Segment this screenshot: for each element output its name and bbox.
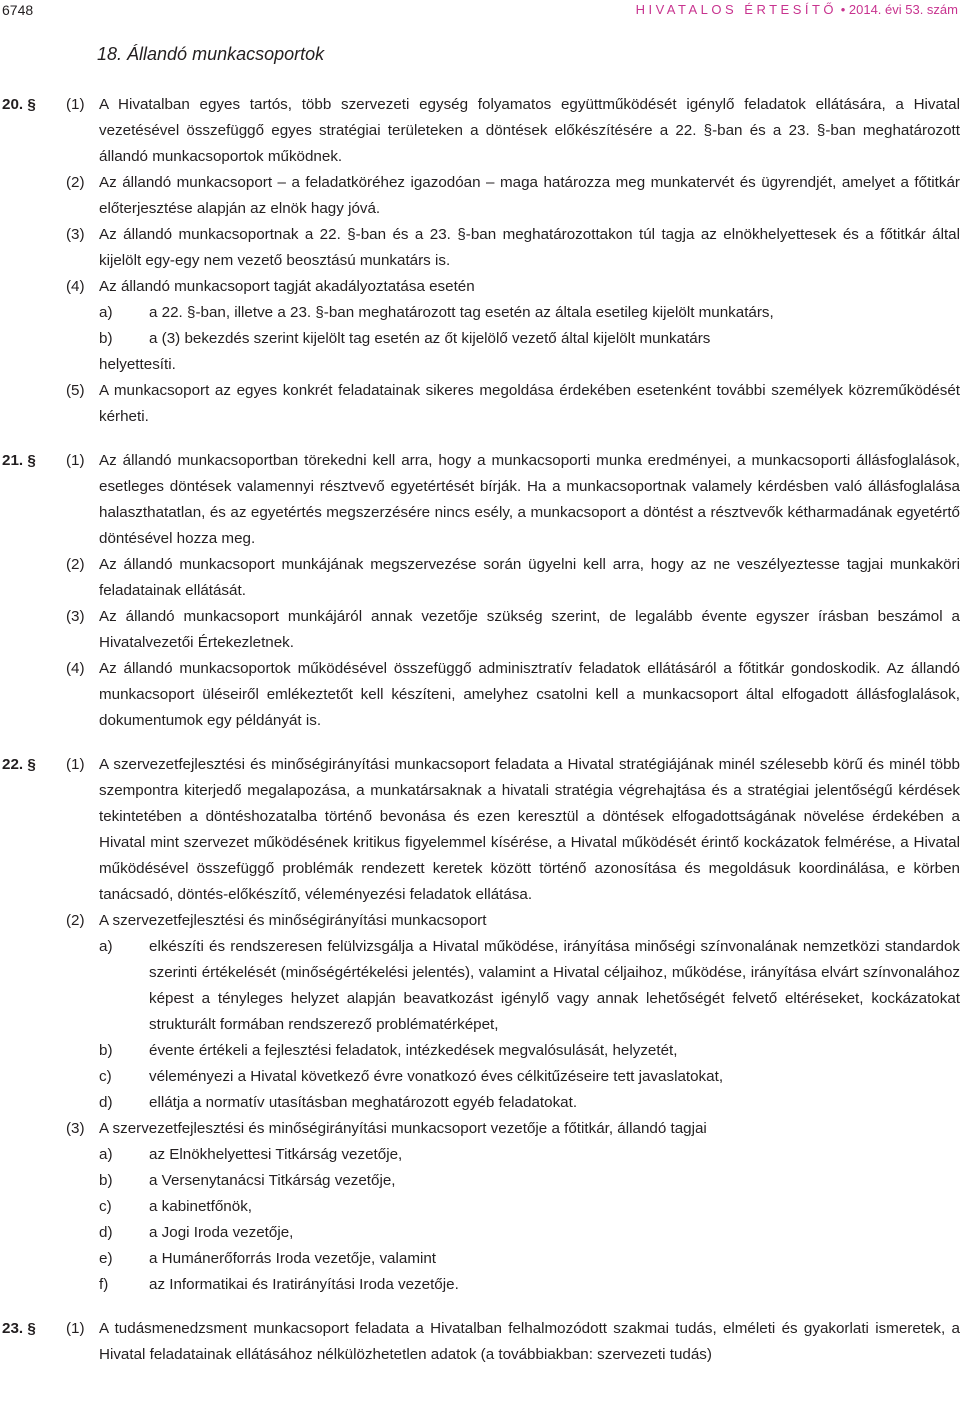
subsection-text: Az állandó munkacsoportnak a 22. §-ban és a 23. §-ban meghatározottakon túl tagja az elnökhelyettesek és a főtitkár által kijelölt egy-egy nem vezető beosztású munkatárs is. [99,226,960,269]
list-item [99,1246,960,1272]
journal-title: HIVATALOS ÉRTESÍTŐ [635,2,838,17]
subsection-text: Az állandó munkacsoport tagját akadályoztatása esetén [99,278,475,295]
subsection [66,222,960,274]
list-item [99,1142,960,1168]
item-letter: b) [99,1042,113,1059]
item-letter: d) [99,1224,113,1241]
paragraph-23 [0,1316,960,1368]
list-item [99,934,960,1038]
subsection [66,908,960,1116]
list-item [99,326,960,352]
item-letter: c) [99,1198,112,1215]
item-text: elkészíti és rendszeresen felülvizsgálja a Hivatal működése, irányítása minőségi színvonalának nemzetközi standardok szerinti értékelését (minőségértékelési jelentés), valamint a Hivatal céljaihoz, működése, irányítása elvárt színvonalához képest a tényleges helyzet alapján beavatkozást igénylő vagy annak lehetőségét felvető eltéréseket, kockázatokat strukturált formában rendszerező problématérképet, [149,938,960,1033]
subsection-number: (1) [66,96,85,113]
subsection-number: (1) [66,756,85,773]
list-item [99,300,960,326]
item-text: évente értékeli a fejlesztési feladatok, intézkedések megvalósulását, helyzetét, [149,1042,678,1059]
item-text: a kabinetfőnök, [149,1198,253,1215]
item-text: véleményezi a Hivatal következő évre vonatkozó éves célkitűzéseire tett javaslatokat, [149,1068,724,1085]
subsection-text: A szervezetfejlesztési és minőségirányítási munkacsoport feladata a Hivatal stratégiájának minél szélesebb körű és minél több szempontra kiterjedő megalapozása, a munkatársaknak a hivatali stratégia végrehajtása és a stratégiai jelentőségű kérdések tekintetében a döntéshozatalba történő bevonása és ezen keresztül a döntések elfogadottságának növelése érdekében a Hivatal mint szervezet működésének kritikus figyelemmel kísérése, a Hivatal működését érintő kockázatok felmérése, a Hivatal működésével összefüggő problémák rendezett keretek között történő azonosítása és megoldásuk koordinálása, e körben tanácsadó, döntés-előkészítő, véleményezési feladatok ellátása. [99,756,960,903]
subsection-text: A szervezetfejlesztési és minőségirányítási munkacsoport [99,912,487,929]
item-letter: b) [99,1172,113,1189]
subsection-number: (4) [66,660,85,677]
document-body [0,92,960,1386]
paragraph-number: 21. § [2,452,36,469]
item-text: az Informatikai és Iratirányítási Iroda vezetője. [149,1276,459,1293]
subsection-closing-text: helyettesíti. [99,356,176,373]
header-separator: • [840,2,846,17]
subsection [66,604,960,656]
subsection [66,552,960,604]
subsection-text: A Hivatalban egyes tartós, több szervezeti egység folyamatos együttműködését igénylő feladatok ellátására, a Hivatal vezetésével összefüggő egyes stratégiai területeken a döntések előkészítésére a 22. §-ban és a 23. §-ban meghatározott állandó munkacsoportok működnek. [99,96,960,165]
list-item [99,1272,960,1298]
subsection-number: (1) [66,1320,85,1337]
item-text: a (3) bekezdés szerint kijelölt tag esetén az őt kijelölő vezető által kijelölt munkatárs [149,330,711,347]
item-text: ellátja a normatív utasításban meghatározott egyéb feladatokat. [149,1094,578,1111]
subsection-number: (3) [66,608,85,625]
subsection-text: A szervezetfejlesztési és minőségirányítási munkacsoport vezetője a főtitkár, állandó tagjai [99,1120,707,1137]
list-item [99,1038,960,1064]
subsection-text: Az állandó munkacsoport munkájáról annak vezetője szükség szerint, de legalább évente egyszer írásban beszámol a Hivatalvezetői Értekezletnek. [99,608,960,651]
list-item [99,1064,960,1090]
subsection-text: Az állandó munkacsoportban törekedni kell arra, hogy a munkacsoporti munka eredményei, a munkacsoporti állásfoglalások, esetleges döntések valamennyi résztvevő egyetértését bírják. Ha a munkacsoportnak valamely kérdésben való állásfoglalása halaszthatatlan, és az egyetértés megszerzésére nincs esély, a munkacsoport a döntést a résztvevők kétharmadának egyetértő döntésével hozza meg. [99,452,960,547]
paragraph-number: 22. § [2,756,36,773]
subsection-text: Az állandó munkacsoport – a feladatköréhez igazodóan – maga határozza meg munkatervét és ügyrendjét, amelyet a főtitkár előterjesztése alapján az elnök hagy jóvá. [99,174,960,217]
item-letter: b) [99,330,113,347]
subsection-number: (2) [66,174,85,191]
paragraph-22 [0,752,960,1298]
item-letter: d) [99,1094,113,1111]
journal-header [636,2,958,17]
list-item [99,1220,960,1246]
list-item [99,1090,960,1116]
item-letter: a) [99,938,113,955]
item-text: a Jogi Iroda vezetője, [149,1224,294,1241]
subsection [66,92,960,170]
subsection [66,448,960,552]
subsection [66,1316,960,1368]
subsection-number: (5) [66,382,85,399]
paragraph-20 [0,92,960,430]
item-text: a Humánerőforrás Iroda vezetője, valamint [149,1250,437,1267]
subsection [66,274,960,378]
subsection [66,656,960,734]
subsection-number: (2) [66,912,85,929]
section-title: 18. Állandó munkacsoportok [97,44,325,64]
subsection [66,1116,960,1298]
subsection-text: A munkacsoport az egyes konkrét feladatainak sikeres megoldása érdekében esetenként további személyek közreműködését kérheti. [99,382,960,425]
subsection-number: (4) [66,278,85,295]
item-text: az Elnökhelyettesi Titkárság vezetője, [149,1146,403,1163]
item-letter: a) [99,1146,113,1163]
subsection [66,378,960,430]
subsection [66,752,960,908]
subsection-text: Az állandó munkacsoport munkájának megszervezése során ügyelni kell arra, hogy az ne veszélyeztesse tagjai munkaköri feladatainak ellátását. [99,556,960,599]
paragraph-number: 23. § [2,1320,36,1337]
item-text: a 22. §-ban, illetve a 23. §-ban meghatározott tag esetén az általa esetileg kijelölt munkatárs, [149,304,774,321]
list-item [99,1168,960,1194]
subsection-number: (3) [66,1120,85,1137]
subsection [66,170,960,222]
item-letter: f) [99,1276,109,1293]
subsection-number: (3) [66,226,85,243]
subsection-number: (1) [66,452,85,469]
subsection-number: (2) [66,556,85,573]
page-number: 6748 [2,2,34,18]
subsection-text: A tudásmenedzsment munkacsoport feladata a Hivatalban felhalmozódott szakmai tudás, elméleti és gyakorlati ismeretek, a Hivatal feladatainak ellátásához nélkülözhetetlen adatok (a továbbiakban: szervezeti tudás) [99,1320,960,1363]
item-letter: c) [99,1068,112,1085]
subsection-text: Az állandó munkacsoportok működésével összefüggő adminisztratív feladatok ellátásáról a főtitkár gondoskodik. Az állandó munkacsoport üléseiről emlékeztetőt kell készíteni, amelyhez csatolni kell a munkacsoport által elfogadott állásfoglalások, dokumentumok egy példányát is. [99,660,960,729]
item-letter: e) [99,1250,113,1267]
item-text: a Versenytanácsi Titkárság vezetője, [149,1172,396,1189]
journal-issue: 2014. évi 53. szám [848,2,958,17]
list-item [99,1194,960,1220]
paragraph-number: 20. § [2,96,36,113]
page-header [0,0,960,22]
paragraph-21 [0,448,960,734]
item-letter: a) [99,304,113,321]
